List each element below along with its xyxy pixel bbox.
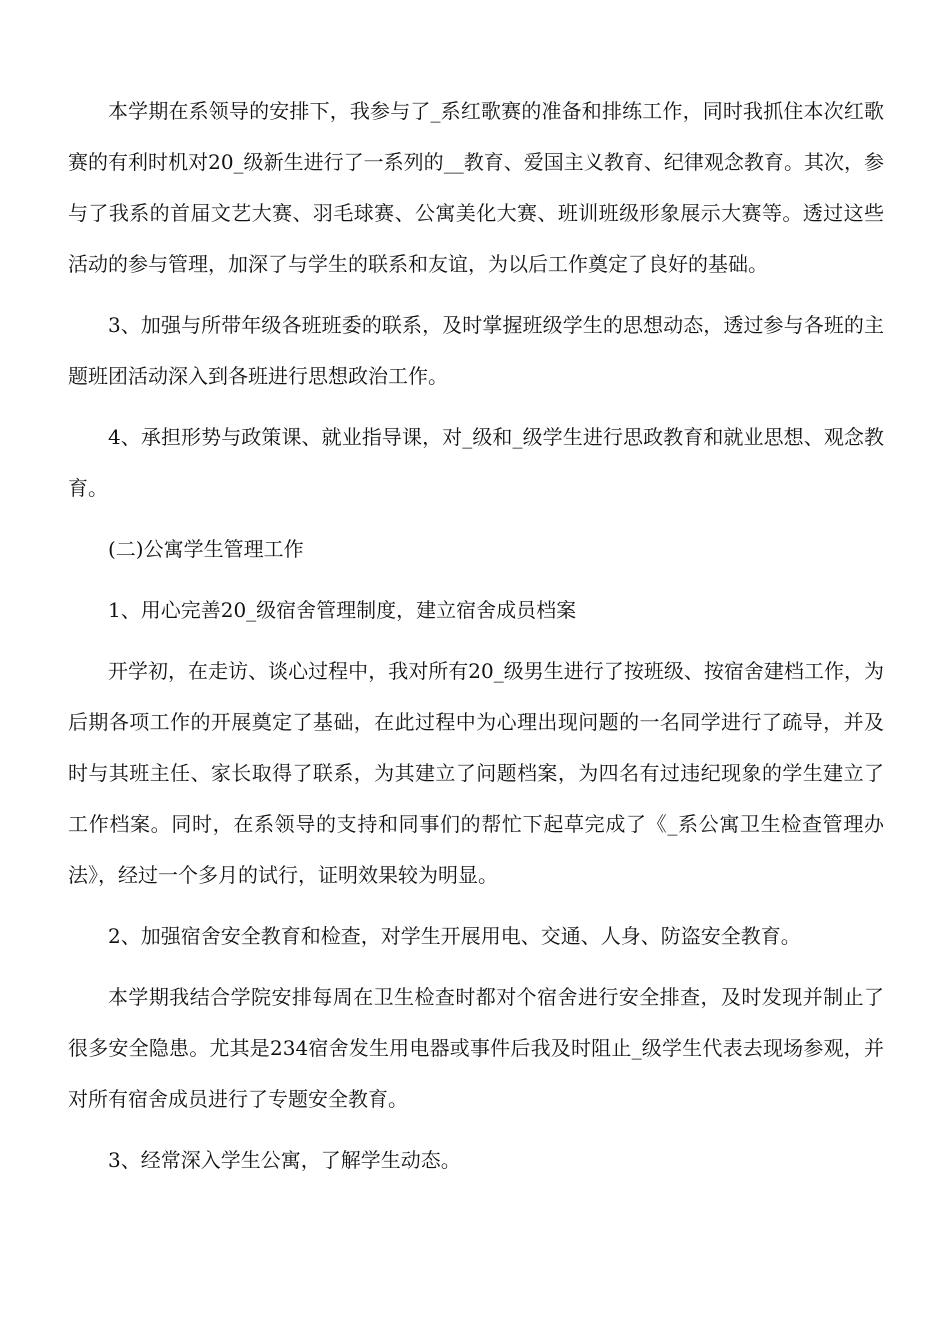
paragraph-safety-inspection: 本学期我结合学院安排每周在卫生检查时都对个宿舍进行安全排查，及时发现并制止了很多安全隐患。尤其是234宿舍发生用电器或事件后我及时阻止_级学生代表去现场参观，并对所有宿舍成员进行了专题安全教育。	[68, 985, 884, 1111]
paragraph-item-4-courses: 4、承担形势与政策课、就业指导课，对_级和_级学生进行思政教育和就业思想、观念教育。	[68, 425, 884, 500]
paragraph-item-3-class-committee: 3、加强与所带年级各班班委的联系，及时掌握班级学生的思想动态，透过参与各班的主题班团活动深入到各班进行思想政治工作。	[68, 313, 884, 388]
paragraph-item-2-safety-education: 2、加强宿舍安全教育和检查，对学生开展用电、交通、人身、防盗安全教育。	[108, 924, 801, 948]
paragraph-item-3-visit-dorms: 3、经常深入学生公寓，了解学生动态。	[108, 1148, 461, 1172]
paragraph-red-song-contest: 本学期在系领导的安排下，我参与了_系红歌赛的准备和排练工作，同时我抓住本次红歌赛的有利时机对20_级新生进行了一系列的__教育、爱国主义教育、纪律观念教育。其次，参与了我系的首届文艺大赛、羽毛球赛、公寓美化大赛、班训班级形象展示大赛等。透过这些活动的参与管理，加深了与学生的联系和友谊，为以后工作奠定了良好的基础。	[68, 99, 884, 276]
section-heading-dormitory-management: (二)公寓学生管理工作	[108, 537, 304, 561]
document-page	[68, 86, 884, 1186]
paragraph-item-1-dorm-rules: 1、用心完善20_级宿舍管理制度，建立宿舍成员档案	[108, 598, 577, 622]
paragraph-archive-work: 开学初，在走访、谈心过程中，我对所有20_级男生进行了按班级、按宿舍建档工作，为后期各项工作的开展奠定了基础，在此过程中为心理出现问题的一名同学进行了疏导，并及时与其班主任、家长取得了联系，为其建立了问题档案，为四名有过违纪现象的学生建立了工作档案。同时，在系领导的支持和同事们的帮忙下起草完成了《_系公寓卫生检查管理办法》，经过一个多月的试行，证明效果较为明显。	[68, 659, 884, 887]
